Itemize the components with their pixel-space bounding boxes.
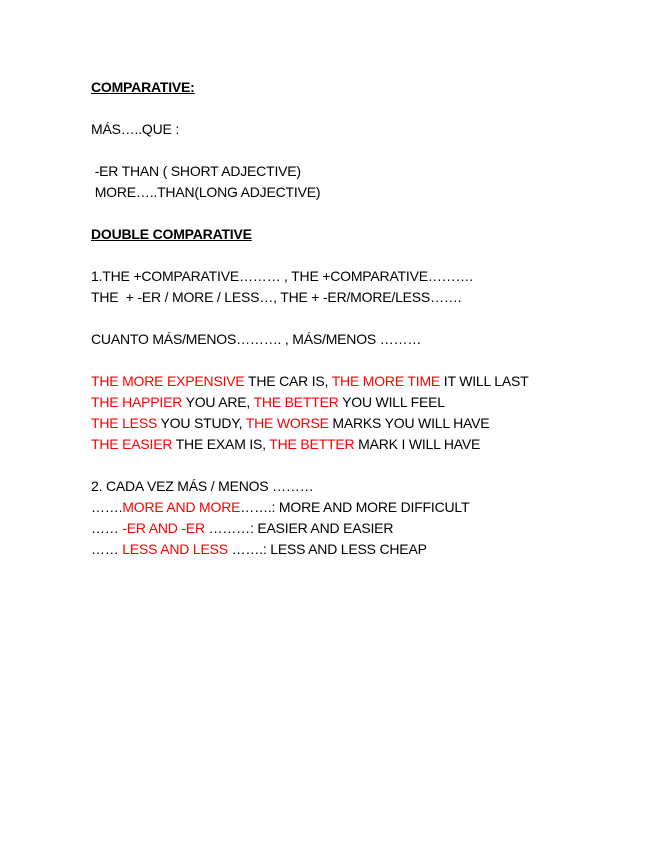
example-red-part: THE HAPPIER: [91, 394, 183, 410]
rule1-line2: THE + -ER / MORE / LESS…, THE + -ER/MORE/LESS…….: [91, 289, 462, 305]
example-black-part: YOU STUDY,: [157, 415, 246, 431]
example-red-part: THE MORE EXPENSIVE: [91, 373, 245, 389]
rule2-line: 2. CADA VEZ MÁS / MENOS ………: [91, 478, 314, 494]
example-red-part: THE LESS: [91, 415, 158, 431]
rule2-item-suffix: …….: LESS AND LESS CHEAP: [227, 541, 427, 557]
example-black-part: MARK I WILL HAVE: [354, 436, 481, 452]
rule2-item-prefix: ……: [91, 520, 123, 536]
rule2-item-prefix: ……: [91, 541, 123, 557]
example-red-part: THE BETTER: [269, 436, 355, 452]
example-black-part: YOU WILL FEEL: [338, 394, 445, 410]
example-line: [91, 414, 489, 432]
rule2-item-red: -ER AND -ER: [122, 520, 205, 536]
example-red-part: THE EASIER: [91, 436, 173, 452]
example-line: [91, 435, 480, 453]
rule2-item-suffix: ………: EASIER AND EASIER: [204, 520, 394, 536]
cuanto-line: CUANTO MÁS/MENOS………. , MÁS/MENOS ………: [91, 331, 422, 347]
rule2-item-red: LESS AND LESS: [122, 541, 228, 557]
rule2-item: [91, 519, 393, 537]
example-red-part: THE WORSE: [245, 415, 329, 431]
rule2-item: [91, 498, 469, 516]
rule2-item-red: MORE AND MORE: [122, 499, 241, 515]
more-than-line: MORE…..THAN(LONG ADJECTIVE): [91, 184, 321, 200]
example-red-part: THE MORE TIME: [331, 373, 441, 389]
rule1-line1: 1.THE +COMPARATIVE……… , THE +COMPARATIVE……….: [91, 268, 473, 284]
example-line: [91, 393, 445, 411]
example-black-part: THE CAR IS,: [244, 373, 332, 389]
example-black-part: THE EXAM IS,: [172, 436, 270, 452]
rule2-item-prefix: …….: [91, 499, 123, 515]
double-comparative-heading: DOUBLE COMPARATIVE: [91, 226, 252, 242]
er-than-line: -ER THAN ( SHORT ADJECTIVE): [91, 163, 301, 179]
rule2-item: [91, 540, 427, 558]
mas-que-line: MÁS…..QUE :: [91, 121, 180, 137]
comparative-heading: COMPARATIVE:: [91, 79, 195, 95]
example-black-part: MARKS YOU WILL HAVE: [328, 415, 490, 431]
example-black-part: IT WILL LAST: [440, 373, 529, 389]
example-red-part: THE BETTER: [253, 394, 339, 410]
rule2-item-suffix: …….: MORE AND MORE DIFFICULT: [240, 499, 470, 515]
example-line: [91, 372, 529, 390]
example-black-part: YOU ARE,: [182, 394, 254, 410]
